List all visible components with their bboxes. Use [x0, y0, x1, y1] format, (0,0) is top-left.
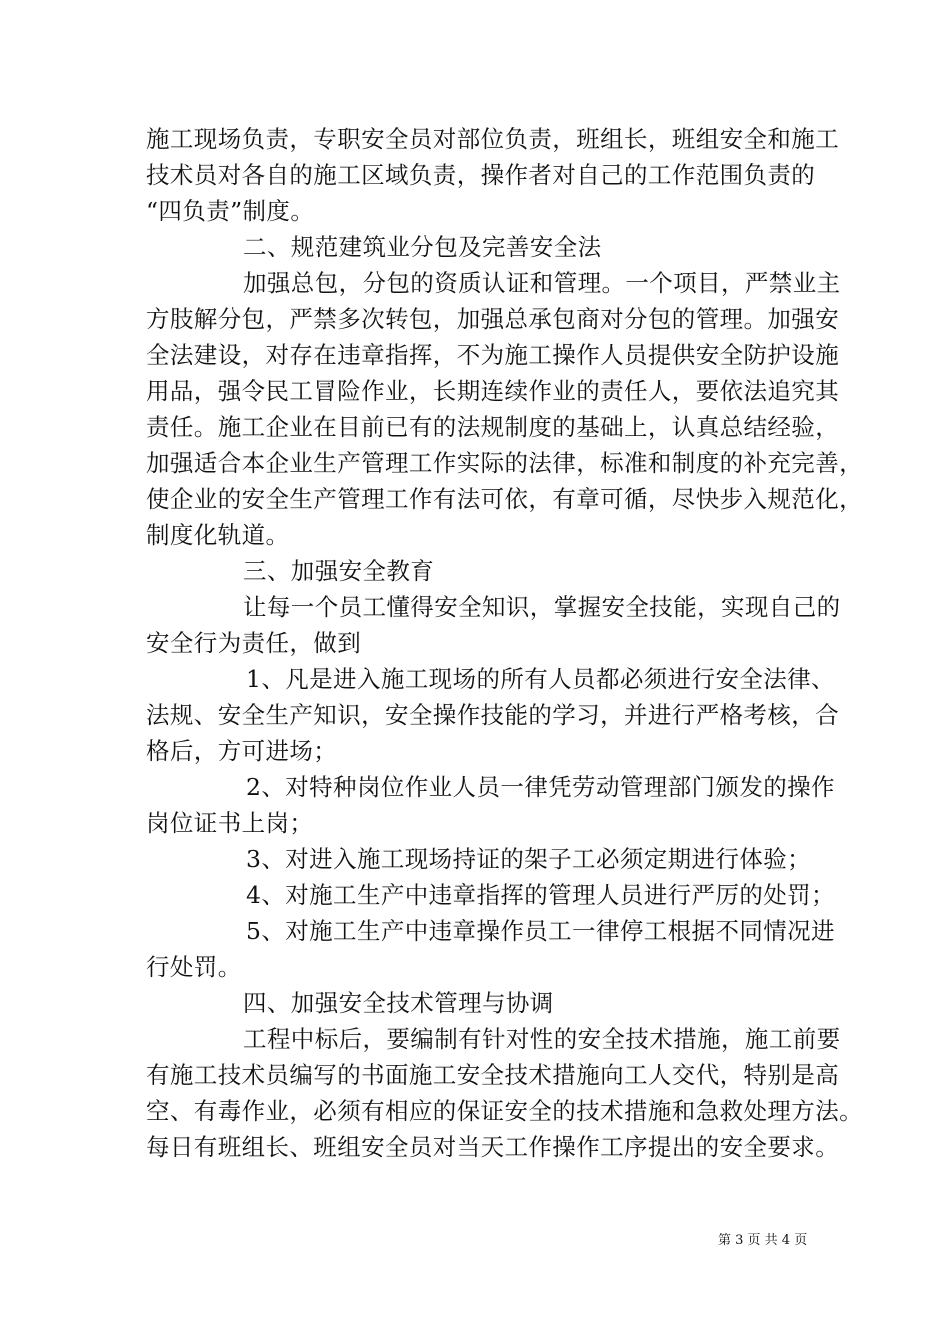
text-line: 加强适合本企业生产管理工作实际的法律，标准和制度的补充完善， [146, 449, 863, 477]
list-item: 5、对施工生产中违章操作员工一律停工根据不同情况进 [246, 917, 835, 945]
text-line: 行处罚。 [146, 953, 242, 981]
text-line: 工程中标后，要编制有针对性的安全技术措施，施工前要 [243, 1025, 841, 1053]
text-line: 施工现场负责，专职安全员对部位负责，班组长，班组安全和施工 [146, 125, 840, 153]
list-item: 3、对进入施工现场持证的架子工必须定期进行体验； [246, 845, 812, 873]
text-line: 让每一个员工懂得安全知识，掌握安全技能，实现自己的 [243, 593, 841, 621]
text-line: 有施工技术员编写的书面施工安全技术措施向工人交代，特别是高 [146, 1061, 840, 1089]
text-line: 空、有毒作业，必须有相应的保证安全的技术措施和急救处理方法。 [146, 1097, 863, 1125]
text-line: 技术员对各自的施工区域负责，操作者对自己的工作范围负责的 [146, 161, 816, 189]
section-heading: 二、规范建筑业分包及完善安全法 [243, 233, 602, 261]
text-line: 使企业的安全生产管理工作有法可依，有章可循，尽快步入规范化， [146, 485, 863, 513]
text-line: 制度化轨道。 [146, 521, 290, 549]
list-item: 2、对特种岗位作业人员一律凭劳动管理部门颁发的操作 [246, 773, 835, 801]
page-footer: 第 3 页 共 4 页 [718, 1233, 808, 1248]
list-item: 1、凡是进入施工现场的所有人员都必须进行安全法律、 [246, 665, 835, 693]
section-heading: 四、加强安全技术管理与协调 [243, 989, 554, 1017]
text-line: 方肢解分包，严禁多次转包，加强总承包商对分包的管理。加强安 [146, 305, 840, 333]
text-line: 加强总包，分包的资质认证和管理。一个项目，严禁业主 [243, 269, 841, 297]
text-line: 全法建设，对存在违章指挥，不为施工操作人员提供安全防护设施 [146, 341, 840, 369]
text-line: 用品，强令民工冒险作业，长期连续作业的责任人，要依法追究其 [146, 377, 840, 405]
text-line: 每日有班组长、班组安全员对当天工作操作工序提出的安全要求。 [146, 1133, 840, 1161]
text-line: 岗位证书上岗； [146, 809, 314, 837]
section-heading: 三、加强安全教育 [243, 557, 435, 585]
list-item: 4、对施工生产中违章指挥的管理人员进行严厉的处罚； [246, 881, 835, 909]
text-line: “四负责”制度。 [146, 197, 315, 225]
text-line: 责任。施工企业在目前已有的法规制度的基础上，认真总结经验， [146, 413, 840, 441]
text-line: 格后，方可进场； [146, 737, 338, 765]
text-line: 法规、安全生产知识，安全操作技能的学习，并进行严格考核，合 [146, 701, 840, 729]
text-line: 安全行为责任，做到 [146, 629, 362, 657]
